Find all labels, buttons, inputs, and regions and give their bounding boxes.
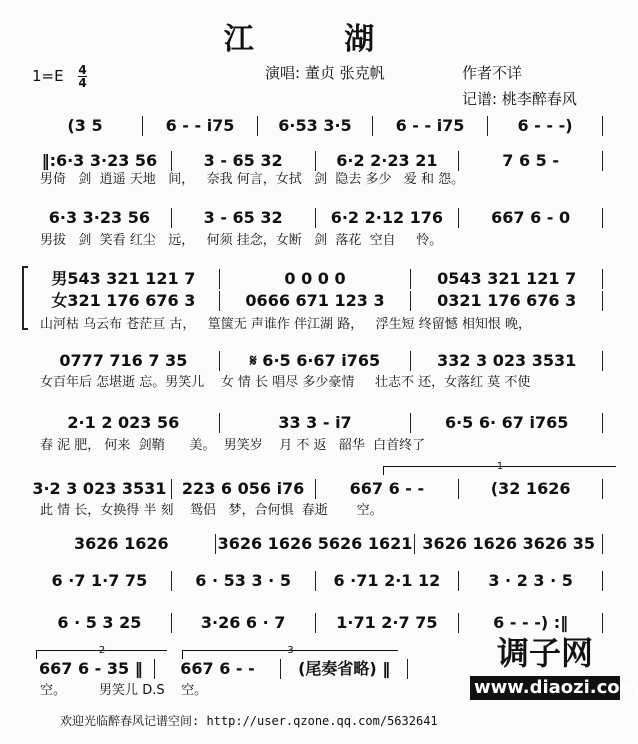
bar-line — [372, 116, 373, 136]
bar-line — [602, 479, 603, 499]
measure: 3·26 6 · 7 — [200, 613, 286, 632]
measure: (3 5 — [67, 116, 103, 135]
notation-row — [30, 207, 605, 229]
time-sig-bottom: 4 — [78, 76, 87, 90]
measure: 𝄋 6·5 6·67 i765 — [249, 351, 381, 370]
measure: 0777 716 7 35 — [59, 351, 188, 370]
measure: 667 6 - 35 ‖ — [38, 659, 143, 678]
notation-row — [30, 150, 605, 172]
time-sig-top: 4 — [78, 63, 87, 77]
bar-line — [602, 116, 603, 136]
key-signature — [32, 64, 87, 89]
bar-line — [458, 208, 459, 228]
measure: 667 6 - - — [349, 479, 425, 498]
measure: 0543 321 121 7 — [437, 269, 577, 288]
bar-line — [410, 269, 411, 289]
notation-row — [30, 290, 605, 312]
measure: 667 6 - - — [180, 659, 255, 678]
measure: 3626 1626 — [73, 534, 169, 553]
measure: 6·2 2·12 176 — [330, 208, 444, 227]
notation-row — [30, 612, 605, 634]
measure: 6 - - -) :‖ — [493, 613, 569, 632]
measure: 1·71 2·7 75 — [336, 613, 438, 632]
bar-line — [602, 151, 603, 171]
measure: 3626 1626 5626 1621 — [217, 534, 413, 553]
measure: 3·2 3 023 3531 — [32, 479, 167, 498]
notation-row — [30, 350, 605, 372]
bar-line — [171, 151, 172, 171]
volta-2 — [36, 645, 167, 659]
bar-line — [602, 351, 603, 371]
bar-line — [458, 613, 459, 633]
measure: 6·53 3·5 — [278, 116, 352, 135]
notation-row — [30, 478, 605, 500]
lyrics-line: 空。 男笑儿 D.S 空。 — [40, 683, 208, 698]
bar-line — [219, 413, 220, 433]
song-title: 江 湖 — [223, 22, 415, 57]
bar-line — [602, 571, 603, 591]
bar-line — [602, 613, 603, 633]
measure: 6·5 6· 67 i765 — [444, 413, 569, 432]
bar-line — [458, 571, 459, 591]
transcriber: 记谱: 桃李醉春风 — [462, 90, 577, 108]
notation-row — [30, 268, 605, 290]
lyrics-line: 男拔 剑 笑看 红尘 远， 何须 挂念，女断 剑 落花 空自 怜。 — [40, 233, 443, 248]
key: 1=E — [32, 67, 64, 85]
time-signature — [78, 64, 86, 89]
lyrics-line: 此 情 长，女换得 半 刻 鸳侣 梦，合何惧 春逝 空。 — [40, 503, 383, 518]
measure: 3 - 65 32 — [203, 208, 283, 227]
bar-line — [171, 479, 172, 499]
measure: 2·1 2 023 56 — [67, 413, 180, 432]
lyrics-line: 女百年后 怎堪逝 忘。男笑儿 女 情 长 唱尽 多少豪情 壮志不 还，女落红 莫 不使 — [40, 375, 531, 390]
measure: 男543 321 121 7 — [51, 269, 196, 288]
bar-line — [315, 571, 316, 591]
measure: 3626 1626 3626 35 — [422, 534, 595, 553]
bar-line — [458, 479, 459, 499]
bar-line — [487, 116, 488, 136]
bar-line — [280, 659, 281, 679]
notation-row — [30, 570, 605, 592]
measure: 6 - - i75 — [165, 116, 235, 135]
measure: 6 - - i75 — [395, 116, 465, 135]
bar-line — [215, 534, 216, 554]
measure: 0666 671 123 3 — [245, 291, 385, 310]
measure: 223 6 056 i76 — [181, 479, 305, 498]
volta-1-label: 1 — [496, 461, 504, 472]
bar-line — [171, 613, 172, 633]
bar-line — [219, 269, 220, 289]
composer: 作者不详 — [462, 64, 523, 82]
bar-line — [458, 151, 459, 171]
volta-3 — [182, 645, 398, 659]
watermark-url: www.diaozi.com — [470, 676, 620, 700]
bar-line — [142, 116, 143, 136]
bar-line — [171, 208, 172, 228]
bar-line — [219, 351, 220, 371]
bar-line — [410, 351, 411, 371]
watermark-logo — [470, 634, 638, 700]
bar-line — [154, 659, 155, 679]
measure: 332 3 023 3531 — [437, 351, 577, 370]
measure: 6 ·71 2·1 12 — [333, 571, 441, 590]
measure: ‖:6·3 3·23 56 — [41, 151, 158, 170]
lyrics-line: 春 泥 肥， 何来 剑鞘 美。 男笑岁 月 不 返 韶华 白首终了 — [40, 438, 426, 453]
measure: 3 - 65 32 — [203, 151, 283, 170]
measure: 3 · 2 3 · 5 — [488, 571, 573, 590]
duet-brace — [22, 266, 28, 330]
footer-text: 欢迎光临醉春风记谱空间: http://user.qzone.qq.com/5632641 — [60, 714, 438, 728]
notation-row — [30, 658, 410, 680]
bar-line — [602, 291, 603, 311]
measure: 7 6 5 - — [502, 151, 559, 170]
bar-line — [602, 269, 603, 289]
measure: 667 6 - 0 — [491, 208, 571, 227]
bar-line — [410, 413, 411, 433]
bar-line — [602, 534, 603, 554]
measure: (尾奏省略) ‖ — [298, 659, 391, 678]
bar-line — [315, 151, 316, 171]
measure: 女321 176 676 3 — [51, 291, 196, 310]
measure: (32 1626 — [490, 479, 571, 498]
lyrics-line: 山河枯 乌云布 苍茫亘 古， 篁箧无 声谁作 伴江湖 路， 浮生短 终留憾 相知恨 晚， — [40, 317, 531, 332]
measure: 0 0 0 0 — [284, 269, 346, 288]
bar-line — [315, 479, 316, 499]
notation-row — [30, 115, 605, 137]
bar-line — [219, 291, 220, 311]
measure: 6·2 2·23 21 — [336, 151, 438, 170]
measure: 6 · 5 3 25 — [57, 613, 142, 632]
notation-row — [30, 412, 605, 434]
lyrics-line: 男倚 剑 逍遥 天地 间， 奈我 何言，女拭 剑 隐去 多少 爱 和 怨。 — [40, 172, 465, 187]
bar-line — [315, 613, 316, 633]
bar-line — [414, 534, 415, 554]
bar-line — [602, 208, 603, 228]
measure: 0321 176 676 3 — [437, 291, 577, 310]
volta-3-label: 3 — [287, 645, 294, 656]
measure: 6 · 53 3 · 5 — [195, 571, 291, 590]
bar-line — [315, 208, 316, 228]
volta-1 — [383, 461, 616, 475]
watermark-name: 调子网 — [496, 634, 593, 672]
bar-line — [602, 413, 603, 433]
measure: 33 3 - i7 — [278, 413, 352, 432]
measure: 6 - - -) — [517, 116, 573, 135]
measure: 6·3 3·23 56 — [48, 208, 150, 227]
bar-line — [171, 571, 172, 591]
volta-2-label: 2 — [98, 645, 106, 656]
singers: 演唱: 董贞 张克帆 — [265, 64, 385, 82]
bar-line — [257, 116, 258, 136]
bar-line — [410, 291, 411, 311]
measure: 6 ·7 1·7 75 — [51, 571, 148, 590]
bar-line — [407, 659, 408, 679]
notation-row — [30, 533, 605, 555]
